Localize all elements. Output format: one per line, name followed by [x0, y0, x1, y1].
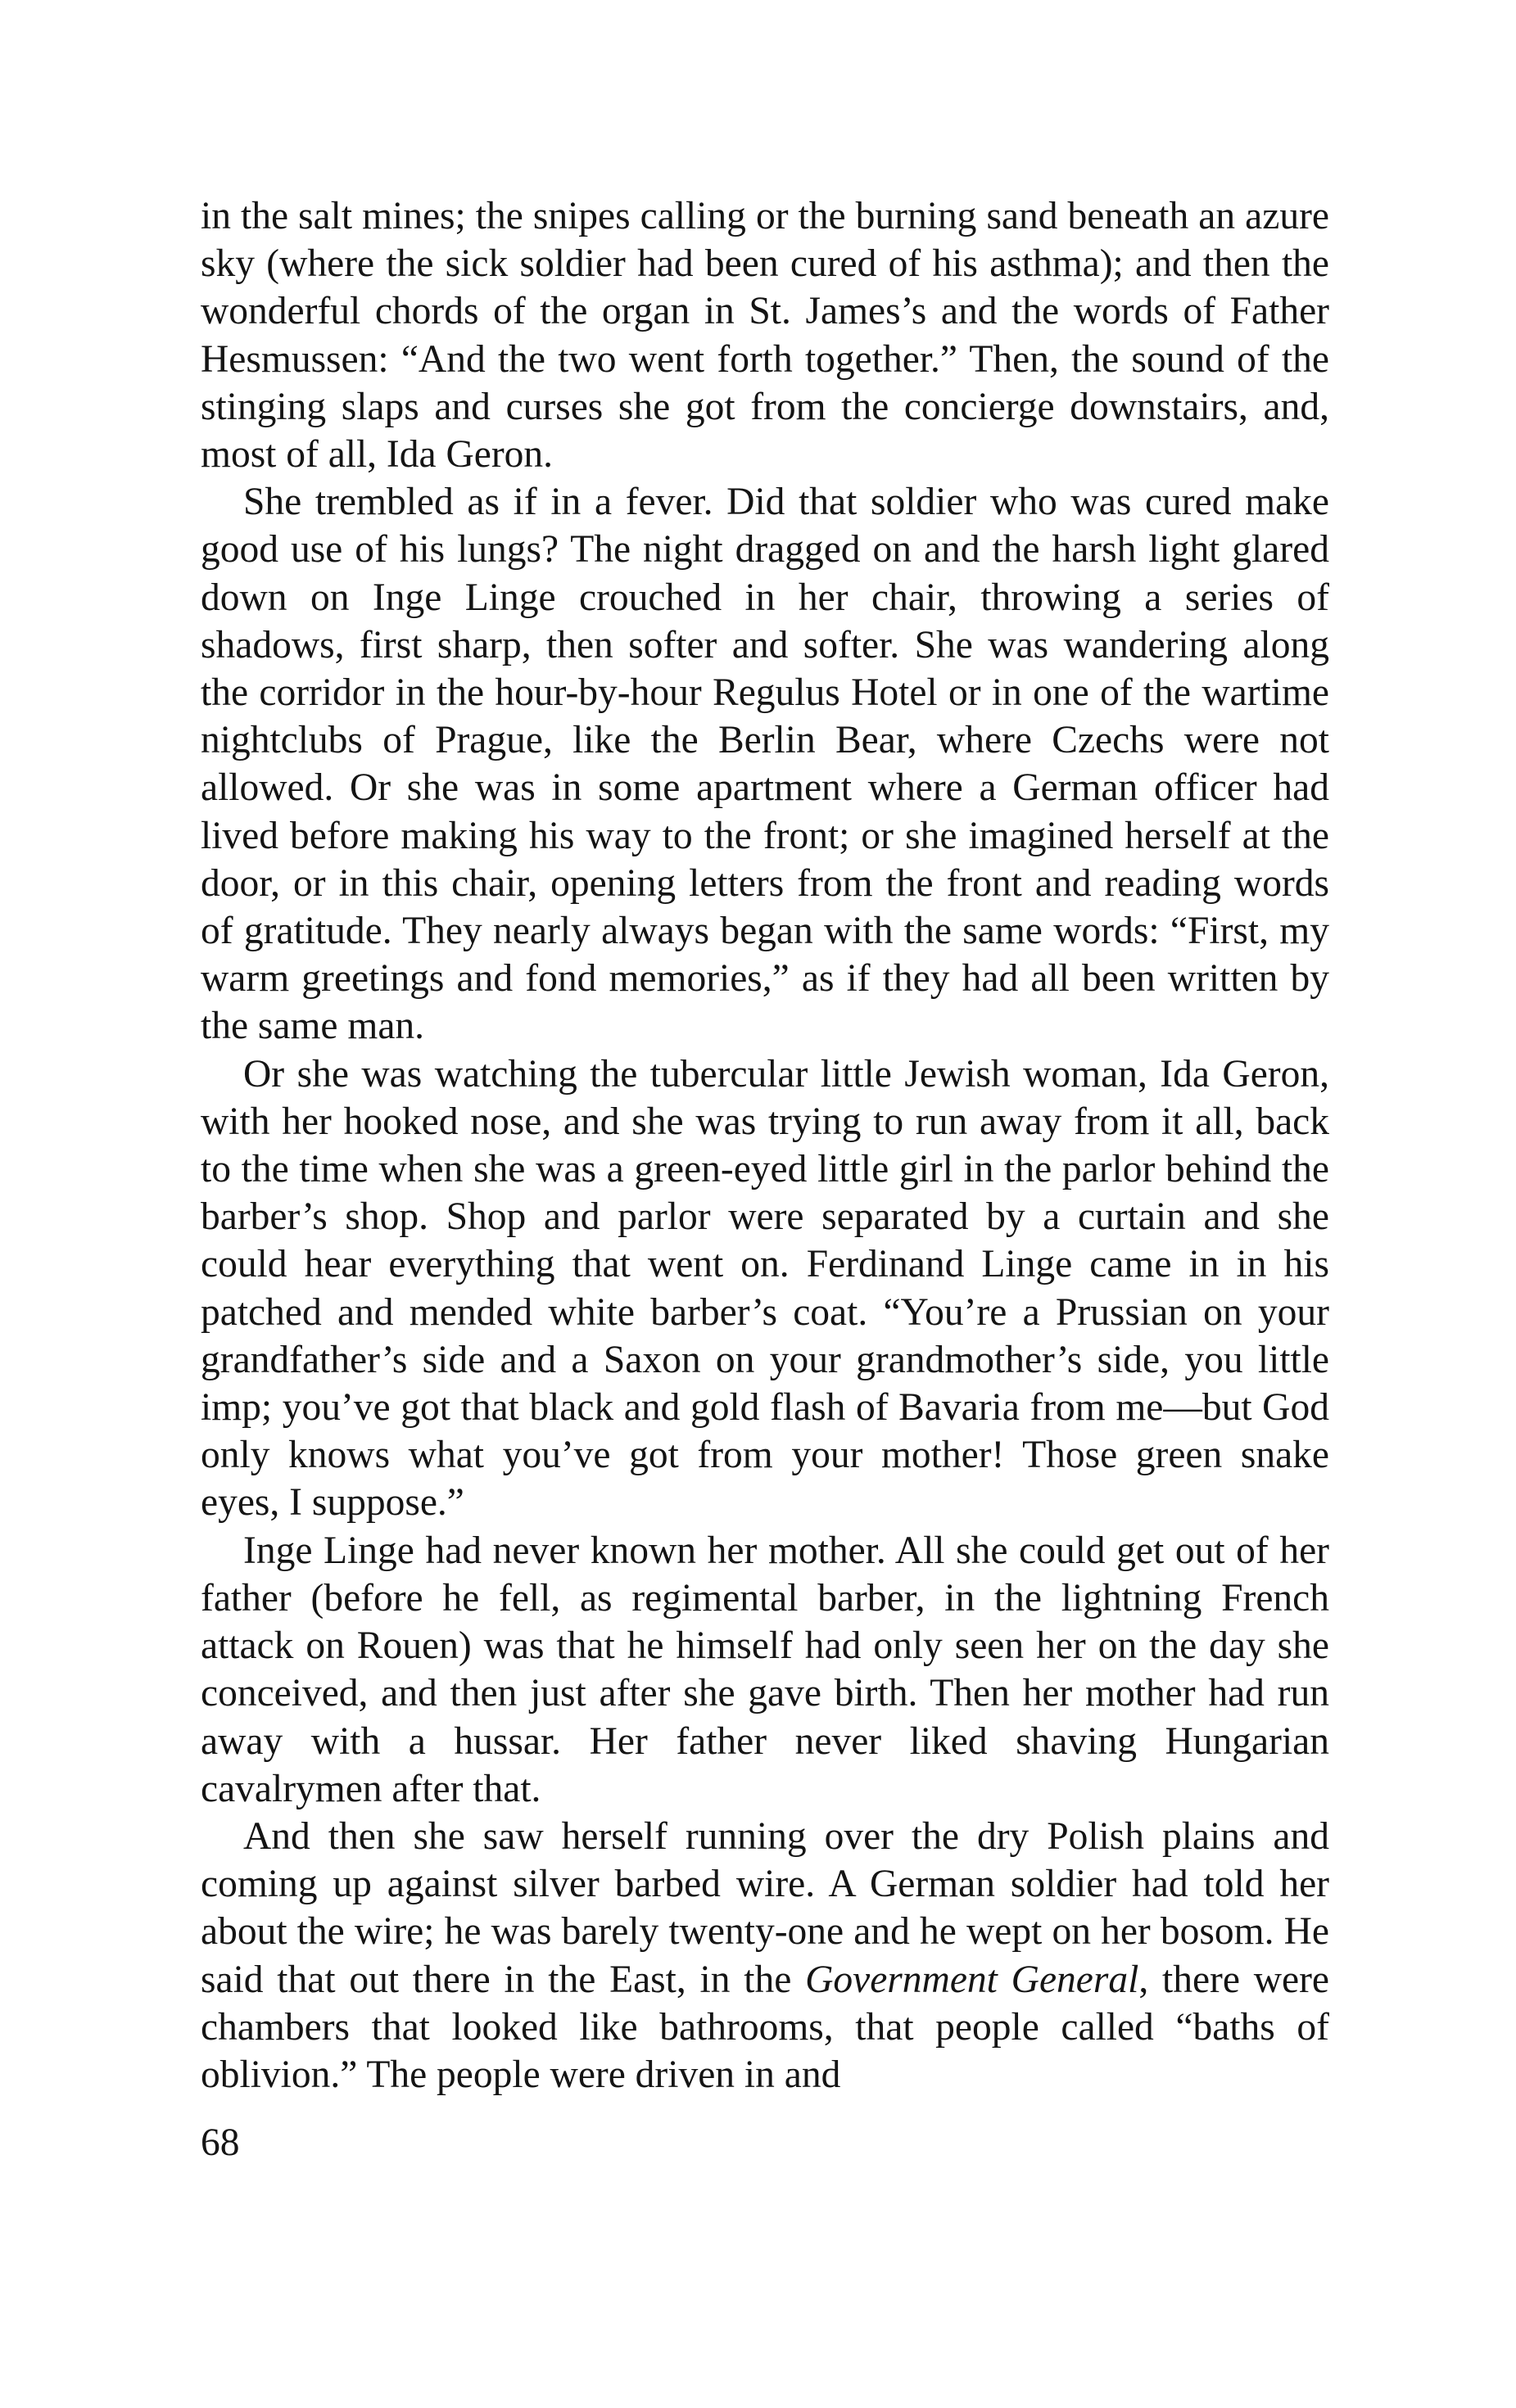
page-number: 68: [201, 2121, 240, 2164]
paragraph-4: [201, 1527, 1329, 1813]
paragraph-1-text: in the salt mines; the snipes calling or the burning sand beneath an azure sky (where the sick soldier had been cured of his asthma); and then the wonderful chords of the organ in St. James’s and the words of Father Hesmussen: “And the two went forth together.” Then, the sound of the stinging slaps and curses she got from the concierge downstairs, and, most of all, Ida Geron.: [201, 195, 1329, 477]
paragraph-2-text: She trembled as if in a fever. Did that soldier who was cured make good use of his lungs? The night dragged on and the harsh light glared down on Inge Linge crouched in her chair, throwing a series of shadows, first sharp, then softer and softer. She was wandering along the corridor in the hour-by-hour Regulus Hotel or in one of the wartime nightclubs of Prague, like the Berlin Bear, where Czechs were not allowed. Or she was in some apartment where a German officer had lived before making his way to the front; or she imagined herself at the door, or in this chair, opening letters from the front and reading words of gratitude. They nearly always began with the same words: “First, my warm greetings and fond memories,” as if they had all been written by the same man.: [201, 481, 1329, 1048]
paragraph-5: [201, 1813, 1329, 2099]
paragraph-3: [201, 1050, 1329, 1527]
paragraph-5-text-b: , there were chambers that looked like bathrooms, that people called “baths of oblivion.” The people were driven in and: [201, 1958, 1330, 2096]
paragraph-5-italic-term: Government General: [805, 1958, 1139, 2001]
paragraph-1: [201, 192, 1329, 478]
paragraph-5-text-a: And then she saw herself running over the dry Polish plains and coming up against silver barbed wire. A German soldier had told her about the wire; he was barely twenty-one and he wept on her bosom. He said that out there in the East, in the: [201, 1814, 1329, 2001]
paragraph-4-text: Inge Linge had never known her mother. All she could get out of her father (before he fell, as regimental barber, in the lightning French attack on Rouen) was that he himself had only seen her on the day she conceived, and then just after she gave birth. Then her mother had run away with a hussar. Her father never liked shaving Hungarian cavalrymen after that.: [201, 1529, 1329, 1810]
body-text: [201, 192, 1329, 2099]
paragraph-2: [201, 478, 1329, 1050]
paragraph-3-text: Or she was watching the tubercular little Jewish woman, Ida Geron, with her hooked nose, and she was trying to run away from it all, back to the time when she was a green-eyed little girl in the parlor behind the barber’s shop. Shop and parlor were separated by a curtain and she could hear everything that went on. Ferdinand Linge came in in his patched and mended white barber’s coat. “You’re a Prussian on your grandfather’s side and a Saxon on your grandmother’s side, you little imp; you’ve got that black and gold flash of Bavaria from me—but God only knows what you’ve got from your mother! Those green snake eyes, I suppose.”: [201, 1052, 1329, 1525]
